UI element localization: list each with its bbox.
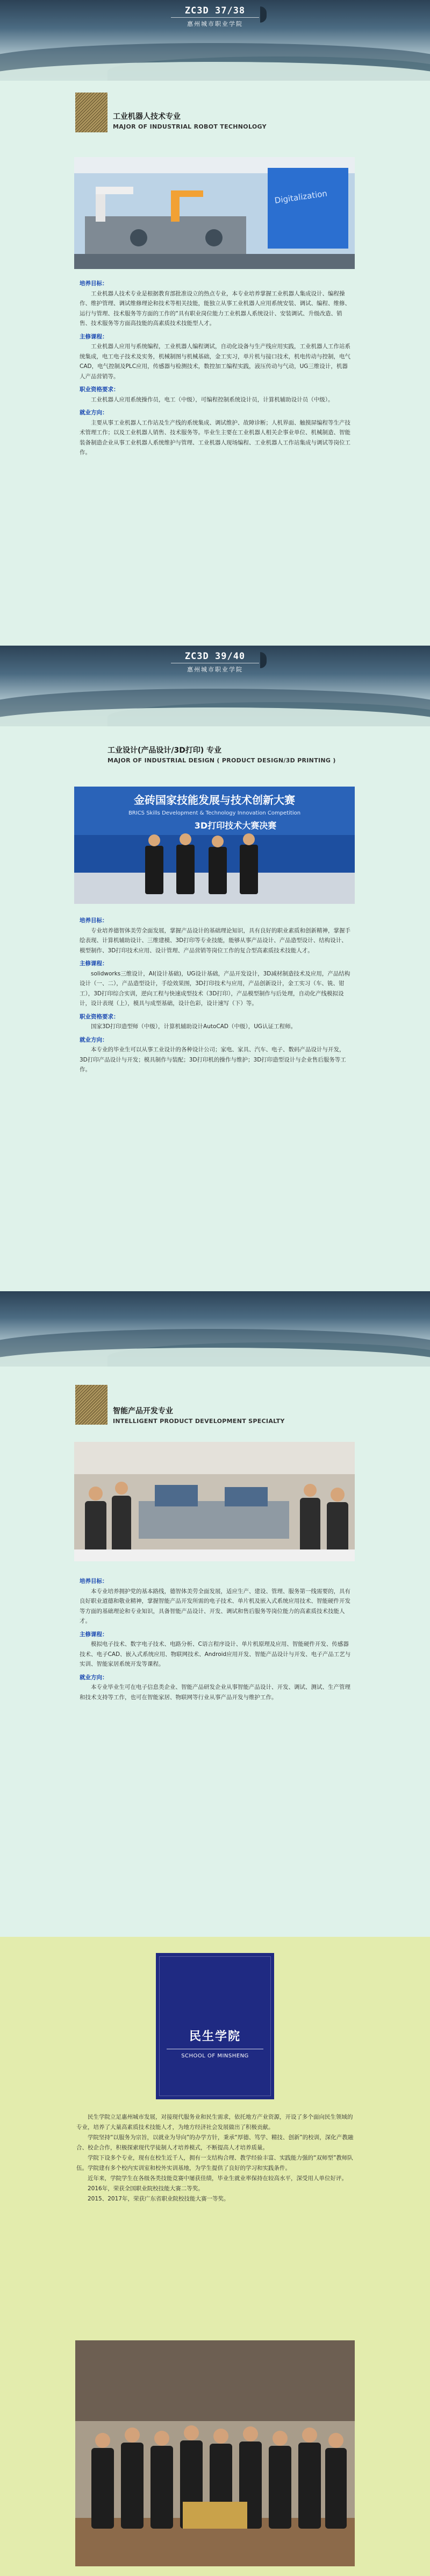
paragraph: 学院下设多个专业，现有在校生近千人，拥有一支结构合理、教学经验丰富、实践能力强的“双师型”教师队伍。学院建有多个校内实训室和校外实训基地，为学生提供了良好的学习和实践条件。 — [76, 2155, 353, 2171]
page-industrial-design — [0, 646, 430, 1291]
page-tag — [171, 651, 259, 674]
section-body: 本专业培养拥护党的基本路线，德智体美劳全面发展，适应生产、建设、管理、服务第一线需要的，具有良好职业道德和敬业精神，掌握智能产品开发所需的电子技术、单片机及嵌入式系统应用技术、智能硬件开发等方面的基础理论和专业知识，具备智能产品设计、开发、调试和售后服务等岗位能力的高素质技术技能人才。 — [80, 1588, 350, 1624]
section-body: 工业机器人应用与系统编程，工业机器人编程调试，自动化设备与生产线应用实践，工业机器人工作站系统集成，电工电子技术及实务，机械制图与机械基础，金工实习，单片机与接口技术，机电传动与控制，电气CAD，电气控制及PLC应用，传感器与检测技术，数控加工编程实践，液压传动与气动，UG三维设计，机器人产品营销等。 — [80, 343, 350, 380]
section-block — [80, 916, 351, 956]
section-body: 本专业的毕业生可以从事工业设计的各种设计公司；家电、家具、汽车、电子、数码产品设计与开发，3D打印产品设计与开发；模具制作与装配；3D打印机的操作与维护；3D打印造型设计与企业售后服务等工作。 — [80, 1046, 346, 1073]
major-title — [108, 745, 336, 764]
section-heading: 主修课程： — [80, 960, 108, 967]
paragraph: 民生学院立足惠州城市发展，对接现代服务业和民生需求，依托地方产业资源，开设了多个面向民生领域的专业，培养了大量高素质技术技能人才，为地方经济社会发展做出了积极贡献。 — [76, 2114, 353, 2131]
banner-title: 金砖国家技能发展与技术创新大赛 — [134, 794, 295, 806]
page-number: ZC3D 37/38 — [184, 5, 246, 16]
page-intelligent-product — [0, 1291, 430, 1937]
section-block — [80, 1673, 351, 1703]
section-heading: 就业方向： — [80, 409, 108, 416]
major-title-en: INTELLIGENT PRODUCT DEVELOPMENT SPECIALTY — [113, 1418, 285, 1425]
section-heading: 主修课程： — [80, 1631, 108, 1638]
training-photo — [74, 1442, 355, 1561]
paragraph: 2015、2017年，荣获广东省职业院校技能大赛一等奖。 — [88, 2196, 230, 2202]
header-banner — [0, 0, 430, 81]
section-heading: 就业方向： — [80, 1036, 108, 1043]
section-heading: 培养目标： — [80, 917, 108, 924]
section-block — [80, 959, 351, 1009]
section-body: solidworks三维设计，AI(设计基础)，UG设计基础，产品开发设计，3D减材制造技术及应用，产品结构设计（一、二），产品造型设计，手绘效果图，3D打印技术与应用，产品创新设计，金工实习（车、铣、钳工），3D打印综合实训，逆向工程与快速成型技术（3D打印），产品模型制作与后处理，自动化产线模拟设计，设计表现（上），模具与成型基础，设计色彩，设计速写（下）等。 — [80, 970, 350, 1007]
school-title-en: SCHOOL OF MINSHENG — [181, 2053, 249, 2059]
section-body: 模拟电子技术、数字电子技术、电路分析、C语言程序设计、单片机原理及应用、智能硬件开发、传感器技术、电子CAD、嵌入式系统应用、物联网技术、Android应用开发、智能产品设计与开发、电子产品工艺与实训、智能家居系统开发等课程。 — [80, 1641, 351, 1667]
tag-mark-icon — [260, 652, 267, 668]
section-block — [80, 408, 351, 458]
major-title-en: MAJOR OF INDUSTRIAL DESIGN ( PRODUCT DESIGN/3D PRINTING ) — [108, 757, 336, 764]
school-name: 惠州城市职业学院 — [171, 663, 259, 674]
group-award-photo — [75, 2340, 355, 2566]
title-row — [0, 726, 430, 785]
section-body: 主要从事工业机器人工作站及生产线的系统集成、调试维护、故障诊断；人机界面、触摸屏编程等生产技术管理工作；以及工业机器人销售、技术服务等。毕业生主要在工业机器人相关企事业单位、机械制造、智能装备制造企业从事工业机器人系统维护与管理、工业机器人现场编程、工业机器人工作站集成与调试等岗位工作。 — [80, 419, 350, 456]
section-block — [80, 385, 351, 405]
paragraph: 学院坚持“以服务为宗旨，以就业为导向”的办学方针，秉承“厚德、笃学、精技、创新”的校训，深化产教融合、校企合作，积极探索现代学徒制人才培养模式，不断提高人才培养质量。 — [76, 2134, 354, 2151]
card-frame — [159, 1956, 271, 2096]
major-title-en: MAJOR OF INDUSTRIAL ROBOT TECHNOLOGY — [113, 123, 267, 130]
section-heading: 职业资格要求： — [80, 386, 119, 393]
page-tag — [171, 5, 259, 28]
section-body: 专业培养德智体美劳全面发展，掌握产品设计的基础理论知识，具有良好的职业素质和创新精神，掌握手绘表现、计算机辅助设计、三维建模、3D打印等专业技能，能够从事产品设计、产品造型设计、结构设计、模型制作、3D打印技术应用、设计管理、产品营销等岗位工作的复合型高素质技术技能人才。 — [80, 927, 350, 954]
section-heading: 主修课程： — [80, 333, 108, 340]
major-description — [80, 1573, 351, 1702]
banner-event: 3D打印技术大赛决赛 — [194, 820, 277, 831]
gold-hatch-block-icon — [75, 1385, 108, 1425]
major-description — [80, 275, 351, 458]
major-title-zh: 智能产品开发专业 — [113, 1407, 173, 1416]
section-body: 工业机器人应用系统操作员，电工（中级），可编程控制系统设计员，计算机辅助设计员（中级）。 — [91, 396, 334, 403]
major-description — [80, 912, 351, 1075]
section-block — [80, 1630, 351, 1669]
school-cover-card — [156, 1953, 274, 2099]
section-heading: 就业方向： — [80, 1674, 108, 1681]
school-name: 惠州城市职业学院 — [171, 17, 259, 28]
page-number: ZC3D 39/40 — [184, 651, 246, 662]
section-heading: 培养目标： — [80, 280, 108, 287]
section-body: 工业机器人技术专业是根据教育部批准设立的热点专业，本专业培养掌握工业机器人集成设计、编程操作、维护管理、调试维修理论和技术等相关技能，能独立从事工业机器人应用系统安装、调试、编程、维修、运行与管理、技术服务等方面的工作的“具有职业岗位能力工业机器人系统设计、安装调试、升级改造、销售、技术服务等方面高技能的高素质技术技能型人才。 — [80, 290, 350, 327]
banner-subtitle-en: BRICS Skills Development & Technology Innovation Competition — [128, 810, 301, 816]
gold-hatch-block-icon — [75, 93, 108, 132]
header-banner — [0, 646, 430, 726]
section-heading: 培养目标： — [80, 1578, 108, 1584]
section-body: 本专业毕业生可在电子信息类企业、智能产品研发企业从事智能产品设计、开发、调试、测试、生产管理和技术支持等工作，也可在智能家居、物联网等行业从事产品开发与维护工作。 — [80, 1684, 350, 1701]
tag-mark-icon — [260, 6, 267, 23]
competition-photo — [74, 787, 355, 904]
section-heading: 职业资格要求： — [80, 1013, 119, 1020]
section-block — [80, 279, 351, 329]
title-row — [0, 1367, 430, 1431]
paragraph: 近年来，学院学生在各级各类技能竞赛中屡获佳绩，毕业生就业率保持在较高水平，深受用人单位好评。 — [88, 2175, 347, 2182]
lab-photo — [74, 157, 355, 269]
major-title-zh: 工业机器人技术专业 — [113, 112, 181, 121]
photo-sign-text: Digitalization — [274, 188, 328, 206]
school-description — [76, 2112, 354, 2204]
school-title-zh: 民生学院 — [189, 2030, 241, 2043]
page-industrial-robot — [0, 0, 430, 646]
section-block — [80, 1035, 351, 1075]
major-title — [113, 1405, 285, 1425]
section-block — [80, 332, 351, 382]
page-school-minsheng — [0, 1937, 430, 2576]
section-body: 国家3D打印造型师（中级），计算机辅助设计AutoCAD（中级），UG认证工程师。 — [91, 1023, 297, 1030]
title-row — [0, 81, 430, 140]
header-banner — [0, 1291, 430, 1367]
section-block — [80, 1012, 351, 1032]
major-title — [113, 111, 267, 130]
section-block — [80, 1576, 351, 1626]
paragraph: 2016年，荣获全国职业院校技能大赛二等奖。 — [88, 2185, 204, 2192]
major-title-zh: 工业设计(产品设计/3D打印) 专业 — [108, 746, 222, 755]
